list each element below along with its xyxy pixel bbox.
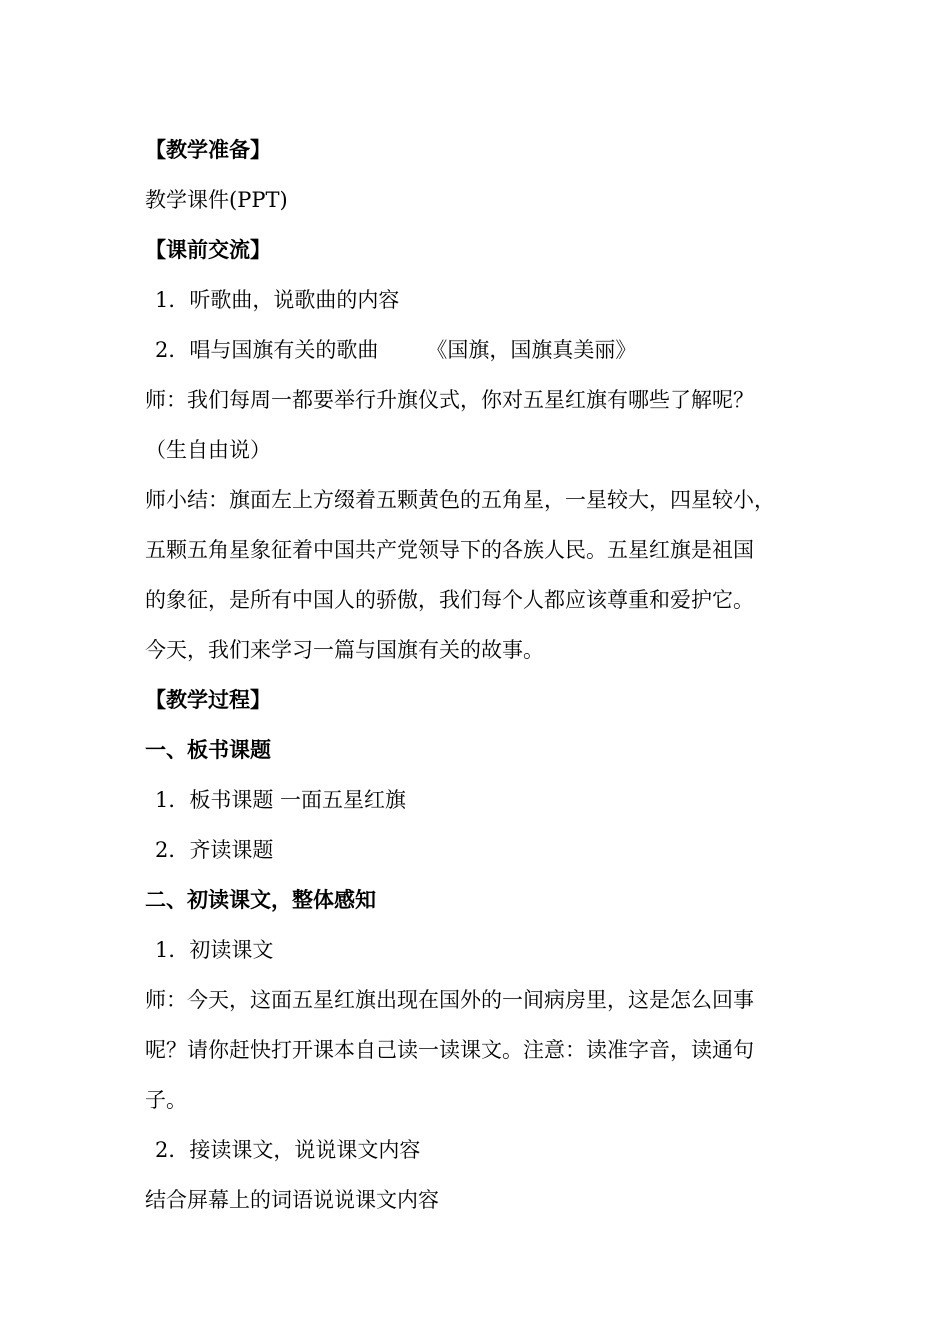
section-2-last-line: 结合屏幕上的词语说说课文内容 [145,1188,439,1212]
teaching-prep-text: 教学课件(PPT) [145,188,288,212]
song-title: 《国旗，国旗真美丽》 [426,338,637,362]
teacher-summary-line-1: 师小结：旗面左上方缀着五颗黄色的五角星，一星较大，四星较小， [145,488,775,512]
teaching-process-heading: 【教学过程】 [145,687,271,712]
teacher-question: 师：我们每周一都要举行升旗仪式，你对五星红旗有哪些了解呢？ [145,388,754,412]
preclass-item-1: 1．听歌曲，说歌曲的内容 [155,288,400,312]
teacher-summary-line-3: 的象征，是所有中国人的骄傲，我们每个人都应该尊重和爱护它。 [145,588,754,612]
section-2-teacher-line-1: 师：今天，这面五星红旗出现在国外的一间病房里，这是怎么回事 [145,988,754,1012]
section-2-teacher-line-2: 呢？请你赶快打开课本自己读一读课文。注意：读准字音，读通句 [145,1038,754,1062]
section-1-heading: 一、板书课题 [145,737,271,762]
preclass-item-2 [155,336,855,364]
student-free-talk: （生自由说） [145,438,271,462]
teaching-prep-heading: 【教学准备】 [145,137,271,162]
section-1-item-1: 1．板书课题 一面五星红旗 [155,788,407,812]
teacher-summary-line-4: 今天，我们来学习一篇与国旗有关的故事。 [145,638,544,662]
section-1-item-2: 2．齐读课题 [155,838,274,862]
section-2-item-2: 2．接读课文，说说课文内容 [155,1138,421,1162]
preclass-heading: 【课前交流】 [145,237,271,262]
section-2-item-1: 1．初读课文 [155,938,274,962]
preclass-item-2-text: 2．唱与国旗有关的歌曲 [155,338,379,362]
teacher-summary-line-2: 五颗五角星象征着中国共产党领导下的各族人民。五星红旗是祖国 [145,538,754,562]
section-2-teacher-line-3: 子。 [145,1088,187,1112]
section-2-heading: 二、初读课文，整体感知 [145,887,376,912]
